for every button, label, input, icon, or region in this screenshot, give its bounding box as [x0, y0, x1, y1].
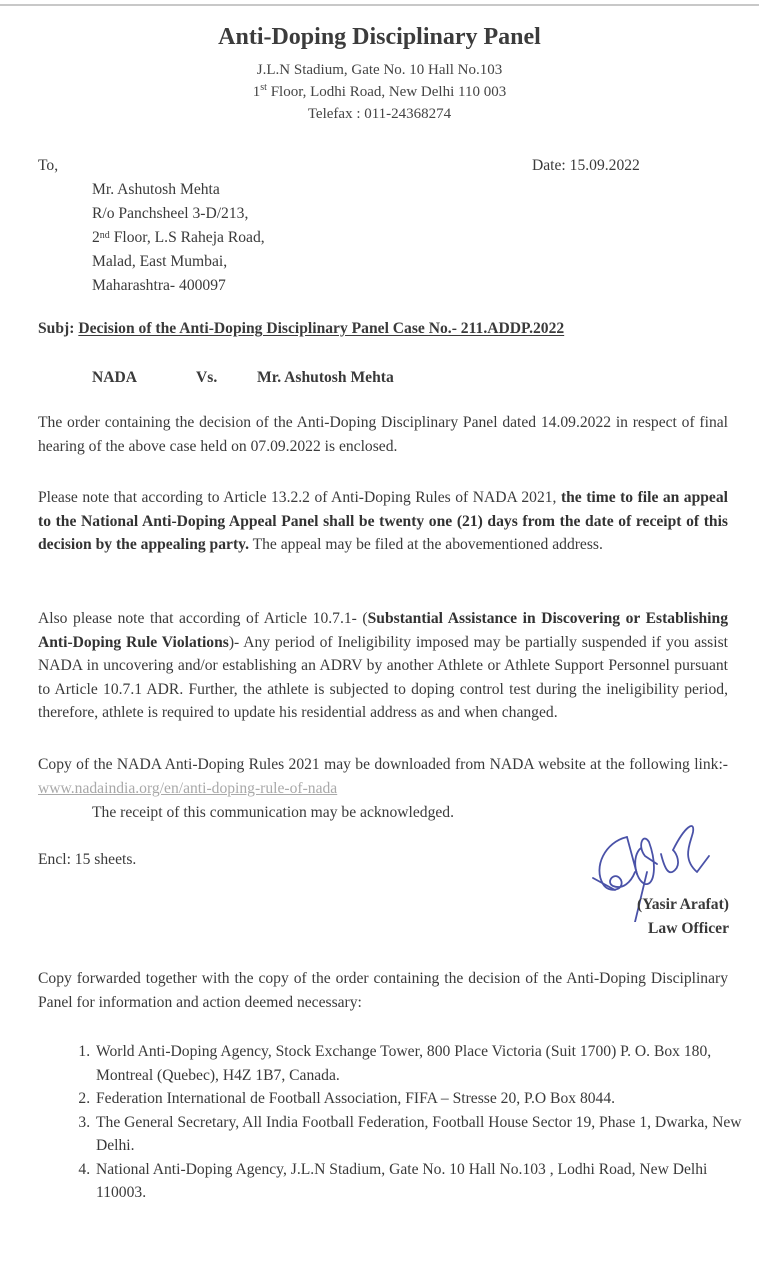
rules-download-text: Copy of the NADA Anti-Doping Rules 2021 may be downloaded from NADA website at the following link:- — [38, 756, 728, 773]
paragraph-order-enclosed: The order containing the decision of the Anti-Doping Disciplinary Panel dated 14.09.2022 in respect of final hearing of the above case held on 07.09.2022 is enclosed. — [38, 414, 728, 455]
paragraph-appeal-notice — [38, 486, 728, 557]
recipient-address-line4: Maharashtra- 400097 — [92, 277, 226, 294]
assistance-intro: Also please note that according of Article 10.7.1- ( — [38, 610, 368, 627]
copy-forwarded-intro: Copy forwarded together with the copy of the order containing the decision of the Anti-Doping Disciplinary Panel for information and action deemed necessary: — [38, 970, 728, 1011]
party-respondent: Mr. Ashutosh Mehta — [257, 369, 394, 386]
paragraph-acknowledgement: The receipt of this communication may be acknowledged. — [92, 804, 454, 821]
letter-date: Date: 15.09.2022 — [532, 157, 640, 174]
subject-line — [38, 320, 564, 338]
nada-rules-link[interactable]: www.nadaindia.org/en/anti-doping-rule-of-nada — [38, 779, 338, 797]
appeal-notice-outro: The appeal may be filed at the abovementioned address. — [248, 536, 603, 553]
party-complainant: NADA — [92, 369, 138, 386]
copy-recipient-item: 1. World Anti-Doping Agency, Stock Exchange Tower, 800 Place Victoria (Suit 1700) P. O. Box 180, Montreal (Quebec), H4Z 1B7, Canada. — [94, 1040, 759, 1087]
letterhead-title: Anti-Doping Disciplinary Panel — [218, 24, 541, 50]
recipient-street: Floor, L.S Raheja Road, — [109, 229, 265, 246]
copy-recipient-item: 4. National Anti-Doping Agency, J.L.N Stadium, Gate No. 10 Hall No.103 , Lodhi Road, New Delhi 110003. — [94, 1158, 759, 1205]
enclosure-note: Encl: 15 sheets. — [38, 851, 137, 868]
recipient-address-line2 — [92, 226, 265, 250]
recipient-address-line1: R/o Panchsheel 3-D/213, — [92, 205, 249, 222]
appeal-notice-intro: Please note that according to Article 13.2.2 of Anti-Doping Rules of NADA 2021, — [38, 489, 561, 506]
paragraph-rules-download — [38, 753, 728, 800]
versus-label: Vs. — [196, 369, 218, 386]
letterhead-address-line2 — [0, 84, 759, 101]
recipient-floor-number: 2 — [92, 229, 100, 246]
assistance-heading: Substantial Assistance in Discovering or Establishing Anti-Doping Rule Violations — [38, 610, 728, 651]
copy-recipient-item: 2. Federation International de Football Association, FIFA – Stresse 20, P.O Box 8044. — [94, 1087, 759, 1111]
floor-address: Floor, Lodhi Road, New Delhi 110 003 — [266, 84, 507, 100]
copy-recipients-list — [64, 1040, 759, 1205]
signatory-name: (Yasir Arafat) — [637, 896, 729, 913]
assistance-body: )- Any period of Ineligibility imposed may be partially suspended if you assist NADA in uncovering and/or establishing an ADRV by another Athlete or Athlete Support Personnel pursuant to Article 10.7.1 ADR. Further, the athlete is subjected to doping control test during the ineligibility period, therefore, athlete is required to update his residential address as and when changed. — [38, 633, 728, 721]
appeal-deadline-text: the time to file an appeal to the National Anti-Doping Appeal Panel shall be twenty one (21) days from the date of receipt of this decision by the appealing party. — [38, 489, 728, 553]
floor-suffix: st — [260, 82, 267, 93]
recipient-address-line3: Malad, East Mumbai, — [92, 253, 228, 270]
signatory-title: Law Officer — [648, 920, 729, 937]
copy-recipient-item: 3. The General Secretary, All India Football Federation, Football House Sector 19, Phase 1, Dwarka, New Delhi. — [94, 1111, 759, 1158]
page-top-edge — [0, 4, 759, 6]
subject-label: Subj: — [38, 320, 75, 337]
recipient-floor-suffix: nd — [99, 230, 110, 241]
letterhead-telefax: Telefax : 011-24368274 — [307, 106, 452, 122]
to-label: To, — [38, 157, 59, 174]
recipient-name: Mr. Ashutosh Mehta — [92, 181, 220, 198]
subject-text: Decision of the Anti-Doping Disciplinary Panel Case No.- 211.ADDP.2022 — [78, 320, 565, 337]
paragraph-substantial-assistance — [38, 607, 728, 725]
floor-number: 1 — [252, 84, 261, 100]
letterhead-address-line1: J.L.N Stadium, Gate No. 10 Hall No.103 — [256, 62, 503, 78]
